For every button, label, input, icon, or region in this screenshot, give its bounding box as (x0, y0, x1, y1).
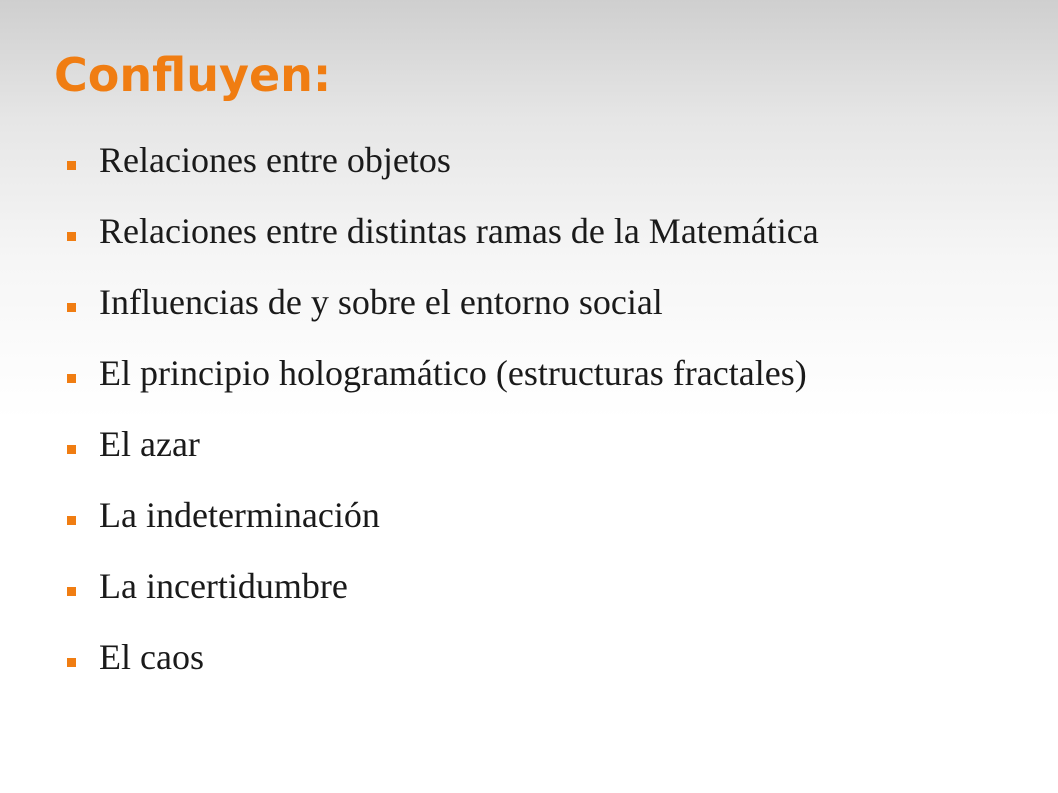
bullet-text: Influencias de y sobre el entorno social (99, 282, 663, 322)
bullet-square-icon (67, 445, 76, 454)
bullet-square-icon (67, 658, 76, 667)
bullet-square-icon (67, 374, 76, 383)
bullet-text: La indeterminación (99, 495, 380, 535)
bullet-square-icon (67, 232, 76, 241)
bullet-text: El azar (99, 424, 200, 464)
bullet-text: El principio hologramático (estructuras fractales) (99, 353, 807, 393)
bullet-square-icon (67, 516, 76, 525)
bullet-square-icon (67, 161, 76, 170)
slide-title: Confluyen: (54, 48, 332, 102)
bullet-text: La incertidumbre (99, 566, 348, 606)
bullet-square-icon (67, 587, 76, 596)
bullet-square-icon (67, 303, 76, 312)
bullet-text: El caos (99, 637, 204, 677)
bullet-text: Relaciones entre objetos (99, 140, 451, 180)
bullet-text: Relaciones entre distintas ramas de la Matemática (99, 211, 819, 251)
